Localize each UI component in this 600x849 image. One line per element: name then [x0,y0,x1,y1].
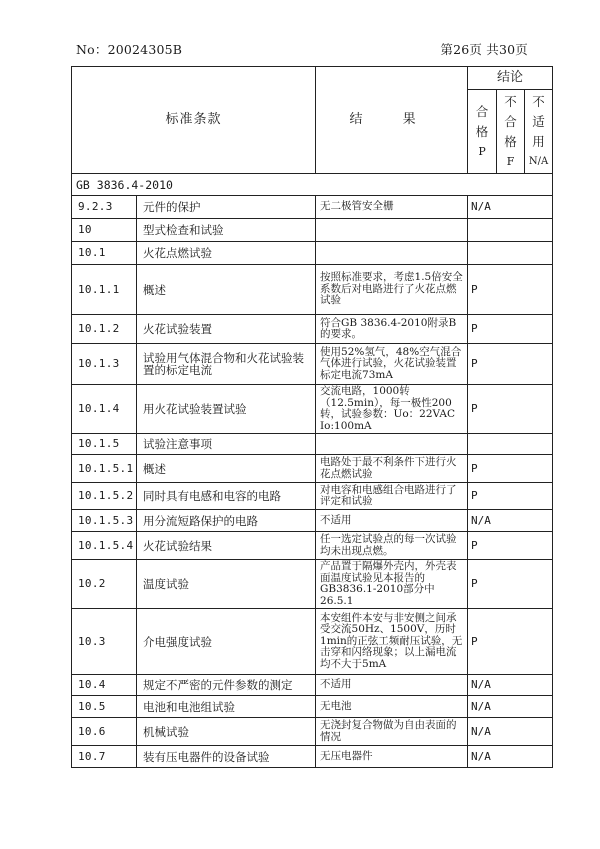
clause-title: 概述 [137,265,316,315]
pass-label: 合格 [475,103,489,139]
clause-number: 9.2.3 [72,196,137,219]
clause-conclusion: N/A [468,675,553,696]
clause-conclusion: P [468,560,553,609]
na-header [525,90,553,174]
clause-title: 介电强度试验 [137,609,316,675]
clause-result: 交流电路，1000转（12.5min），每一极性200转，试验参数：Uo：22VAC Io:100mA [316,385,468,434]
clause-result: 无二极管安全栅 [316,196,468,219]
clause-number: 10.1.5.4 [72,532,137,560]
clause-number: 10.1.5.3 [72,510,137,532]
result-header: 结 果 [316,67,468,174]
clause-conclusion: P [468,315,553,344]
clause-title: 机械试验 [137,718,316,746]
clause-conclusion: N/A [468,696,553,718]
fail-label: 不合格 [504,93,517,149]
table-row [72,344,553,385]
table-row [72,609,553,675]
clause-number: 10.6 [72,718,137,746]
page-indicator: 第26页 共30页 [440,42,528,57]
table-row [72,675,553,696]
clause-title: 用分流短路保护的电路 [137,510,316,532]
clause-title: 火花试验结果 [137,532,316,560]
clause-number: 10.7 [72,746,137,768]
table-row [72,696,553,718]
clause-title: 规定不严密的元件参数的测定 [137,675,316,696]
clause-conclusion: P [468,455,553,483]
clause-number: 10.1.5.1 [72,455,137,483]
clause-title: 同时具有电感和电容的电路 [137,483,316,510]
table-row [72,455,553,483]
clause-conclusion [468,434,553,455]
test-results-table [71,66,553,768]
clause-conclusion: N/A [468,196,553,219]
report-number: No：20024305B [76,42,183,57]
clause-title: 电池和电池组试验 [137,696,316,718]
table-row [72,196,553,219]
standard-name: GB 3836.4-2010 [72,174,553,196]
clause-number: 10.1.5 [72,434,137,455]
clause-conclusion: P [468,265,553,315]
clause-title: 用火花试验装置试验 [137,385,316,434]
clause-conclusion: N/A [468,746,553,768]
clause-title: 火花点燃试验 [137,242,316,265]
clause-conclusion: N/A [468,718,553,746]
table-row [72,242,553,265]
clause-result: 对电容和电感组合电路进行了评定和试验 [316,483,468,510]
table-row [72,718,553,746]
table-header-top [72,67,553,90]
table-row [72,532,553,560]
clause-result: 任一选定试验点的每一次试验均未出现点燃。 [316,532,468,560]
clause-result: 电路处于最不利条件下进行火花点燃试验 [316,455,468,483]
clause-result: 不适用 [316,510,468,532]
clause-result: 本安组件本安与非安侧之间承受交流50Hz、1500V，历时1min的正弦工频耐压试验，无击穿和闪络现象；以上漏电流均不大于5mA [316,609,468,675]
clause-result [316,434,468,455]
clause-number: 10.2 [72,560,137,609]
table-row [72,385,553,434]
clause-result [316,219,468,242]
clause-result [316,242,468,265]
table-row [72,315,553,344]
clause-number: 10.4 [72,675,137,696]
clause-conclusion: P [468,532,553,560]
table-row [72,219,553,242]
clause-result: 产品置于隔爆外壳内，外壳表面温度试验见本报告的GB3836.1-2010部分中26.5.1 [316,560,468,609]
table-row [72,483,553,510]
pass-header [468,90,497,174]
clause-title: 装有压电器件的设备试验 [137,746,316,768]
clause-title: 试验注意事项 [137,434,316,455]
clause-result: 不适用 [316,675,468,696]
table-row [72,434,553,455]
clause-conclusion: P [468,385,553,434]
clause-number: 10.1 [72,242,137,265]
clause-number: 10.1.3 [72,344,137,385]
fail-header [497,90,525,174]
clause-result: 按照标准要求，考虑1.5倍安全系数后对电路进行了火花点燃试验 [316,265,468,315]
clause-conclusion [468,219,553,242]
fail-code: F [506,154,515,168]
na-code: N/A [528,155,549,167]
clause-conclusion: P [468,609,553,675]
clause-conclusion: P [468,344,553,385]
clause-number: 10.3 [72,609,137,675]
clause-number: 10.1.5.2 [72,483,137,510]
clause-title: 元件的保护 [137,196,316,219]
clause-number: 10.1.1 [72,265,137,315]
clause-number: 10.1.2 [72,315,137,344]
conclusion-header: 结论 [468,67,553,90]
clause-title: 概述 [137,455,316,483]
standard-row [72,174,553,196]
clause-result: 符合GB 3836.4-2010附录B的要求。 [316,315,468,344]
clause-number: 10 [72,219,137,242]
na-label: 不适用 [532,93,545,149]
table-row [72,560,553,609]
clause-conclusion: P [468,483,553,510]
clause-title: 试验用气体混合物和火花试验装置的标定电流 [137,344,316,385]
clause-title: 型式检查和试验 [137,219,316,242]
clause-result: 无电池 [316,696,468,718]
clause-result: 使用52%氢气，48%空气混合气体进行试验，火花试验装置标定电流73mA [316,344,468,385]
clause-conclusion: N/A [468,510,553,532]
standard-clause-header: 标准条款 [72,67,316,174]
clause-conclusion [468,242,553,265]
table-row [72,265,553,315]
table-row [72,510,553,532]
clause-number: 10.1.4 [72,385,137,434]
clause-result: 无压电器件 [316,746,468,768]
pass-code: P [478,144,486,158]
clause-title: 温度试验 [137,560,316,609]
clause-number: 10.5 [72,696,137,718]
table-row [72,746,553,768]
clause-result: 无浇封复合物做为自由表面的情况 [316,718,468,746]
clause-title: 火花试验装置 [137,315,316,344]
